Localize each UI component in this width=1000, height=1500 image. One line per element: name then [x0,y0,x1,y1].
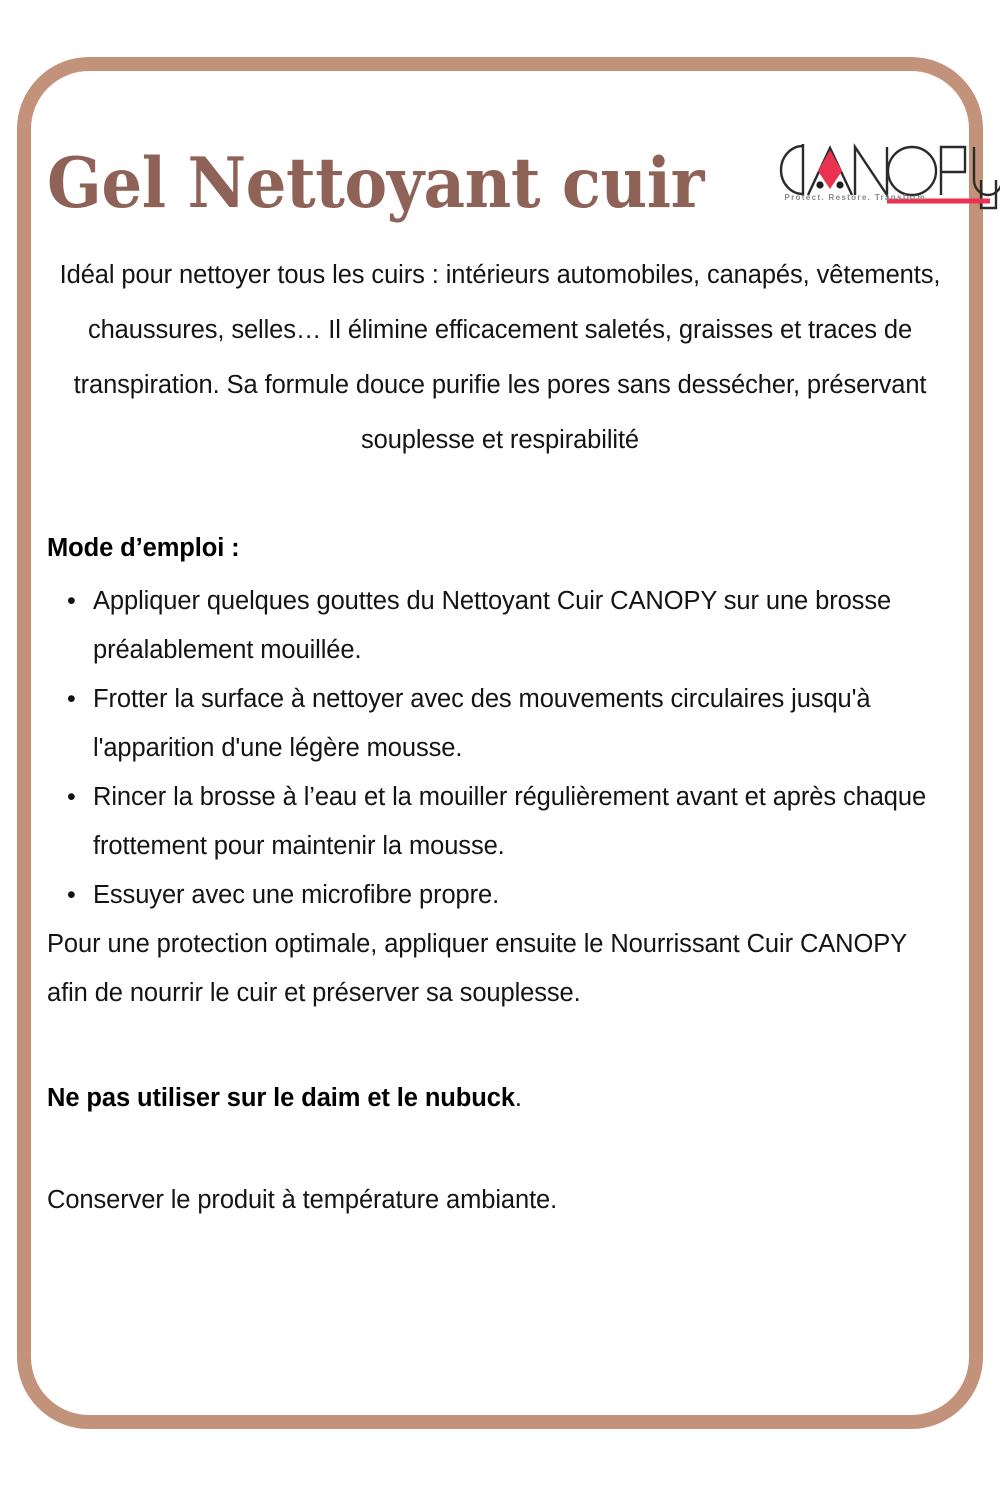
list-item: • Essuyer avec une microfibre propre. [47,871,953,920]
instructions-list [47,577,953,920]
canopy-logo-mark [775,136,1000,216]
list-item: • Rincer la brosse à l’eau et la mouiller régulièrement avant et après chaque frottement pour maintenir la mousse. [47,773,953,871]
followup-paragraph: Pour une protection optimale, appliquer ensuite le Nourrissant Cuir CANOPY afin de nourrir le cuir et préserver sa souplesse. [47,930,907,1007]
list-item: • Appliquer quelques gouttes du Nettoyant Cuir CANOPY sur une brosse préalablement mouillée. [47,577,953,675]
instructions-heading: Mode d’emploi : [47,534,240,562]
intro-paragraph: Idéal pour nettoyer tous les cuirs : intérieurs automobiles, canapés, vêtements, chaussures, selles… Il élimine efficacement saletés, graisses et traces de transpiration. Sa formule douce purifie les pores sans dessécher, préservant souplesse et respirabilité [59,261,941,454]
storage-paragraph: Conserver le produit à température ambiante. [47,1186,558,1214]
warning-suffix: . [514,1084,522,1112]
warning-paragraph [47,1074,953,1123]
warning-bold-text: Ne pas utiliser sur le daim et le nubuck [47,1084,515,1112]
page-title: Gel Nettoyant cuir [47,143,704,224]
logo-tagline: Protect. Restore. Transform [784,193,926,202]
canopy-logo [775,136,1000,216]
header-row [47,0,953,224]
list-item: • Frotter la surface à nettoyer avec des mouvements circulaires jusqu'à l'apparition d'une légère mousse. [47,675,953,773]
